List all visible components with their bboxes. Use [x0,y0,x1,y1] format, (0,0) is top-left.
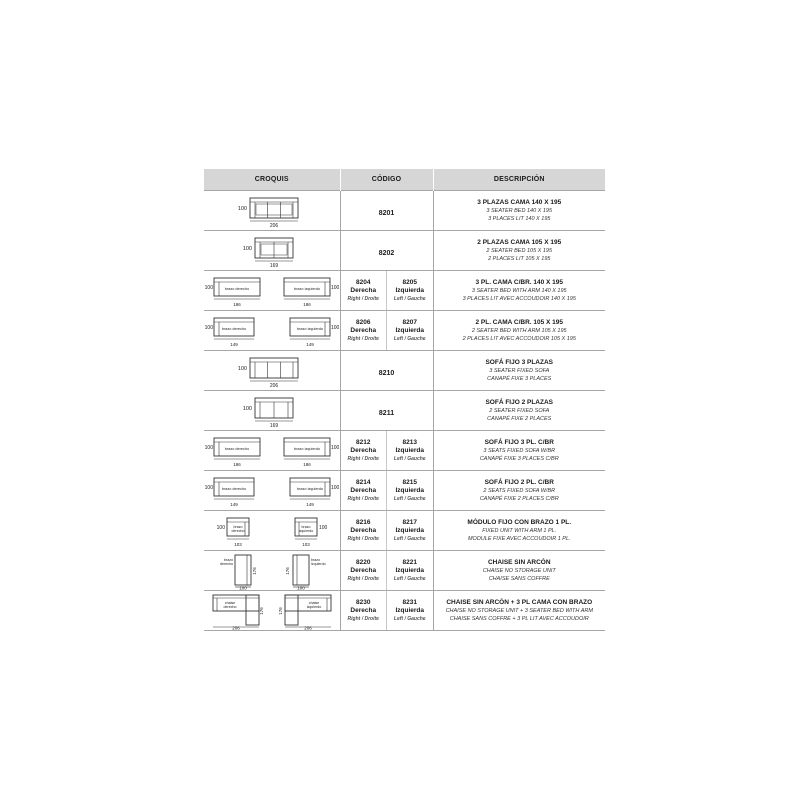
description-cell [433,511,605,551]
variant-side-translation: Left / Gauche [393,615,426,622]
description-translation: CHAISE NO STORAGE UNIT [482,567,556,574]
sketch-drawing [205,352,339,390]
sketch-cell [204,431,340,471]
arm-label: brazo izquierdo [293,446,320,451]
variant-side-translation: Right / Droite [347,335,379,342]
sketch-cell [204,591,340,631]
sketch-drawing [205,312,339,350]
height-dimension: 100 [330,484,339,491]
description-translation: 3 SEATER BED WITH ARM 140 X 195 [471,287,567,294]
variant-side-translation: Left / Gauche [393,575,426,582]
code-pair [341,591,433,630]
variant-side: Derecha [350,606,377,614]
sofa-module [214,438,260,467]
product-code: 8230 [356,598,371,606]
arm-label: derecho [219,561,233,566]
code-pair [341,271,433,310]
variant-side-translation: Left / Gauche [393,335,426,342]
table-row [204,551,605,591]
variant-side: Izquierda [395,326,425,334]
arm-label: brazo [233,524,243,529]
chaise-outline [293,555,309,585]
product-code: 8220 [356,558,371,566]
description-translation: 2 SEATER BED 105 X 195 [486,247,553,254]
product-code: 8231 [402,598,417,606]
sofa-outline [250,358,298,378]
height-dimension: 100 [242,405,252,412]
height-dimension: 100 [330,444,339,451]
arm-label: brazo izquierdo [293,286,320,291]
sketch-drawing [205,552,339,590]
table-header-row [204,169,605,191]
width-dimension: 100 [296,585,305,590]
code-cell [340,431,433,471]
arm-label: brazo derecho [224,446,249,451]
variant-side-translation: Right / Droite [347,575,379,582]
description-translation: FIXED UNIT WITH ARM 1 PL. [482,527,557,534]
sofa-module [290,318,330,347]
description-translation: CHAISE NO STORAGE UNIT + 3 SEATER BED WITH ARM [445,607,593,614]
product-code: 8211 [378,409,395,417]
sketch-cell [204,271,340,311]
sketch-drawing [205,392,339,430]
description-cell [433,191,605,231]
code-variant [341,471,387,510]
description-cell [433,591,605,631]
arm-label: brazo derecho [221,326,246,331]
chaise-combo [213,595,264,630]
width-dimension: 186 [232,461,241,467]
variant-side-translation: Right / Droite [347,615,379,622]
description-translation: CANAPÉ FIXE 2 PLACES [487,415,552,422]
code-variant [341,431,387,470]
description-title: MÓDULO FIJO CON BRAZO 1 PL. [467,518,572,526]
description-translation: 2 PLACES LIT AVEC ACCOUDOIR 105 X 195 [462,335,576,342]
product-table [204,169,605,631]
description-translation: 3 PLACES LIT 140 X 195 [488,215,551,222]
table-row [204,271,605,311]
arm-label: izquierdo [306,604,322,609]
height-dimension: 100 [204,484,213,491]
sofa-module [284,438,330,467]
code-variant [386,591,433,630]
variant-side: Derecha [350,566,377,574]
description-title: SOFÁ FIJO 2 PL. C/BR [484,478,554,486]
variant-side: Derecha [350,446,377,454]
chaise-outline [235,555,251,585]
code-cell [340,551,433,591]
width-dimension: 149 [305,501,314,507]
variant-side-translation: Right / Droite [347,295,379,302]
variant-side: Derecha [350,286,377,294]
description-translation: 2 PLACES LIT 105 X 195 [488,255,551,262]
height-dimension: 100 [330,324,339,331]
sketch-cell [204,391,340,431]
variant-side-translation: Left / Gauche [393,535,426,542]
arm-label: brazo derecho [224,286,249,291]
product-code: 8204 [356,278,371,286]
arm-label: brazo izquierdo [296,326,323,331]
table-row [204,391,605,431]
arm-label: brazo [301,524,311,529]
width-dimension: 149 [229,341,238,347]
arm-label: derecho [231,528,245,533]
table-row [204,231,605,271]
header-descripcion: DESCRIPCIÓN [433,169,605,191]
width-dimension: 206 [303,625,312,630]
height-dimension: 100 [330,284,339,291]
code-variant [386,511,433,550]
code-cell [340,351,433,391]
chaise-outline [246,595,259,625]
width-dimension: 169 [269,422,278,429]
product-code: 8202 [378,249,395,257]
description-title: 2 PLAZAS CAMA 105 X 195 [477,238,562,246]
variant-side: Izquierda [395,486,425,494]
description-title: SOFÁ FIJO 3 PLAZAS [485,358,554,366]
variant-side: Derecha [350,326,377,334]
sofa-module [214,318,254,347]
description-translation: CANAPÉ FIXE 2 PLACES C/BR [479,495,559,502]
sketch-drawing [205,592,339,630]
code-cell [340,511,433,551]
height-dimension: 176 [277,606,283,615]
product-code: 8221 [402,558,417,566]
code-pair [341,511,433,550]
arm-label: brazo izquierdo [296,486,323,491]
module-unit [295,518,317,547]
code-variant [386,311,433,350]
description-translation: 2 SEATER BED WITH ARM 105 X 195 [471,327,567,334]
sketch-drawing [205,432,339,470]
arm-label: izquierdo [298,528,314,533]
height-dimension: 100 [216,524,225,531]
width-dimension: 103 [233,541,242,547]
variant-side: Derecha [350,486,377,494]
height-dimension: 100 [204,324,213,331]
width-dimension: 186 [302,301,311,307]
sketch-drawing [205,472,339,510]
table-row [204,311,605,351]
width-dimension: 206 [269,222,278,229]
description-cell [433,271,605,311]
code-variant [386,551,433,590]
description-translation: 3 SEATER BED 140 X 195 [486,207,553,214]
variant-side-translation: Right / Droite [347,535,379,542]
description-cell [433,351,605,391]
table-row [204,591,605,631]
sofa-module [290,478,330,507]
code-variant [341,551,387,590]
arm-label: brazo [310,557,320,562]
variant-side-translation: Right / Droite [347,495,379,502]
variant-side: Izquierda [395,566,425,574]
product-table-sheet [204,169,605,631]
sketch-drawing [205,272,339,310]
description-translation: 2 SEATER FIXED SOFA [489,407,550,414]
height-dimension: 100 [237,365,247,372]
variant-side: Izquierda [395,526,425,534]
bed-panel [256,204,292,215]
height-dimension: 100 [318,524,328,531]
description-cell [433,471,605,511]
height-dimension: 176 [258,606,264,615]
code-pair [341,551,433,590]
code-cell [340,471,433,511]
sofa-module [284,278,330,307]
code-variant [386,431,433,470]
code-variant [341,511,387,550]
table-row [204,191,605,231]
width-dimension: 186 [302,461,311,467]
code-cell [340,311,433,351]
code-variant [386,271,433,310]
sketch-cell [204,191,340,231]
sketch-cell [204,551,340,591]
width-dimension: 149 [305,341,314,347]
code-cell [340,231,433,271]
description-title: 3 PLAZAS CAMA 140 X 195 [477,198,562,206]
header-codigo: CÓDIGO [340,169,433,191]
width-dimension: 169 [269,262,278,269]
variant-side: Izquierda [395,286,425,294]
description-translation: MODULE FIXE AVEC ACCOUDOIR 1 PL. [467,535,571,542]
sketch-drawing [205,232,339,270]
height-dimension: 100 [204,444,213,451]
width-dimension: 100 [238,585,247,590]
arm-label: derecho [223,604,237,609]
code-variant [386,471,433,510]
sketch-cell [204,471,340,511]
sofa-module [214,478,254,507]
chaise-label: chaise [224,600,235,605]
sketch-cell [204,511,340,551]
description-cell [433,391,605,431]
table-row [204,431,605,471]
arm-label: brazo [223,557,233,562]
table-body [204,191,605,631]
product-code: 8205 [402,278,417,286]
variant-side-translation: Left / Gauche [393,295,426,302]
description-cell [433,311,605,351]
description-title: CHAISE SIN ARCÓN + 3 PL CAMA CON BRAZO [446,598,593,606]
code-cell [340,591,433,631]
product-code: 8215 [402,478,417,486]
description-cell [433,231,605,271]
arm-label: brazo derecho [221,486,246,491]
product-code: 8207 [402,318,417,326]
variant-side: Izquierda [395,606,425,614]
sketch-drawing [205,192,339,230]
chaise-label: chaise [308,600,319,605]
width-dimension: 206 [231,625,240,630]
height-dimension: 176 [251,566,257,575]
height-dimension: 100 [237,205,247,212]
code-cell [340,191,433,231]
sketch-cell [204,311,340,351]
variant-side-translation: Left / Gauche [393,455,426,462]
width-dimension: 149 [229,501,238,507]
code-pair [341,311,433,350]
product-code: 8213 [402,438,417,446]
description-title: 3 PL. CAMA C/BR. 140 X 195 [475,278,564,286]
chaise-outline [285,595,298,625]
description-cell [433,431,605,471]
sketch-cell [204,351,340,391]
description-translation: 2 SEATS FIXED SOFA W/BR [483,487,556,494]
code-cell [340,271,433,311]
variant-side: Derecha [350,526,377,534]
sofa-module [214,278,260,307]
product-code: 8201 [378,209,395,217]
code-cell [340,391,433,431]
code-variant [341,271,387,310]
table-row [204,471,605,511]
module-unit [227,518,249,547]
chaise-combo [278,595,331,630]
variant-side-translation: Left / Gauche [393,495,426,502]
arm-label: izquierdo [310,561,326,566]
code-pair [341,431,433,470]
sketch-cell [204,231,340,271]
description-title: SOFÁ FIJO 2 PLAZAS [485,398,554,406]
width-dimension: 103 [301,541,310,547]
code-pair [341,471,433,510]
description-translation: CHAISE SANS COFFRE + 3 PL LIT AVEC ACCOUDOIR [449,615,589,622]
height-dimension: 100 [242,245,252,252]
description-title: 2 PL. CAMA C/BR. 105 X 195 [475,318,564,326]
width-dimension: 206 [269,382,278,389]
variant-side-translation: Right / Droite [347,455,379,462]
description-translation: CANAPÉ FIXE 3 PLACES [487,375,552,382]
description-translation: 3 PLACES LIT AVEC ACCOUDOIR 140 X 195 [462,295,576,302]
description-translation: CHAISE SANS COFFRE [488,575,550,582]
description-translation: 3 SEATS FIXED SOFA W/BR [483,447,556,454]
code-variant [341,311,387,350]
code-variant [341,591,387,630]
sketch-drawing [205,512,339,550]
product-code: 8216 [356,518,371,526]
table-row [204,351,605,391]
product-code: 8214 [356,478,371,486]
variant-side: Izquierda [395,446,425,454]
width-dimension: 186 [232,301,241,307]
product-code: 8206 [356,318,371,326]
description-translation: CANAPÉ FIXE 3 PLACES C/BR [479,455,559,462]
description-title: SOFÁ FIJO 3 PL. C/BR [484,438,554,446]
table-row [204,511,605,551]
height-dimension: 100 [204,284,213,291]
description-translation: 3 SEATER FIXED SOFA [489,367,550,374]
description-cell [433,551,605,591]
product-code: 8212 [356,438,371,446]
product-code: 8210 [378,369,395,377]
product-code: 8217 [402,518,417,526]
height-dimension: 176 [284,566,290,575]
header-croquis: CROQUIS [204,169,340,191]
description-title: CHAISE SIN ARCÓN [487,558,551,566]
